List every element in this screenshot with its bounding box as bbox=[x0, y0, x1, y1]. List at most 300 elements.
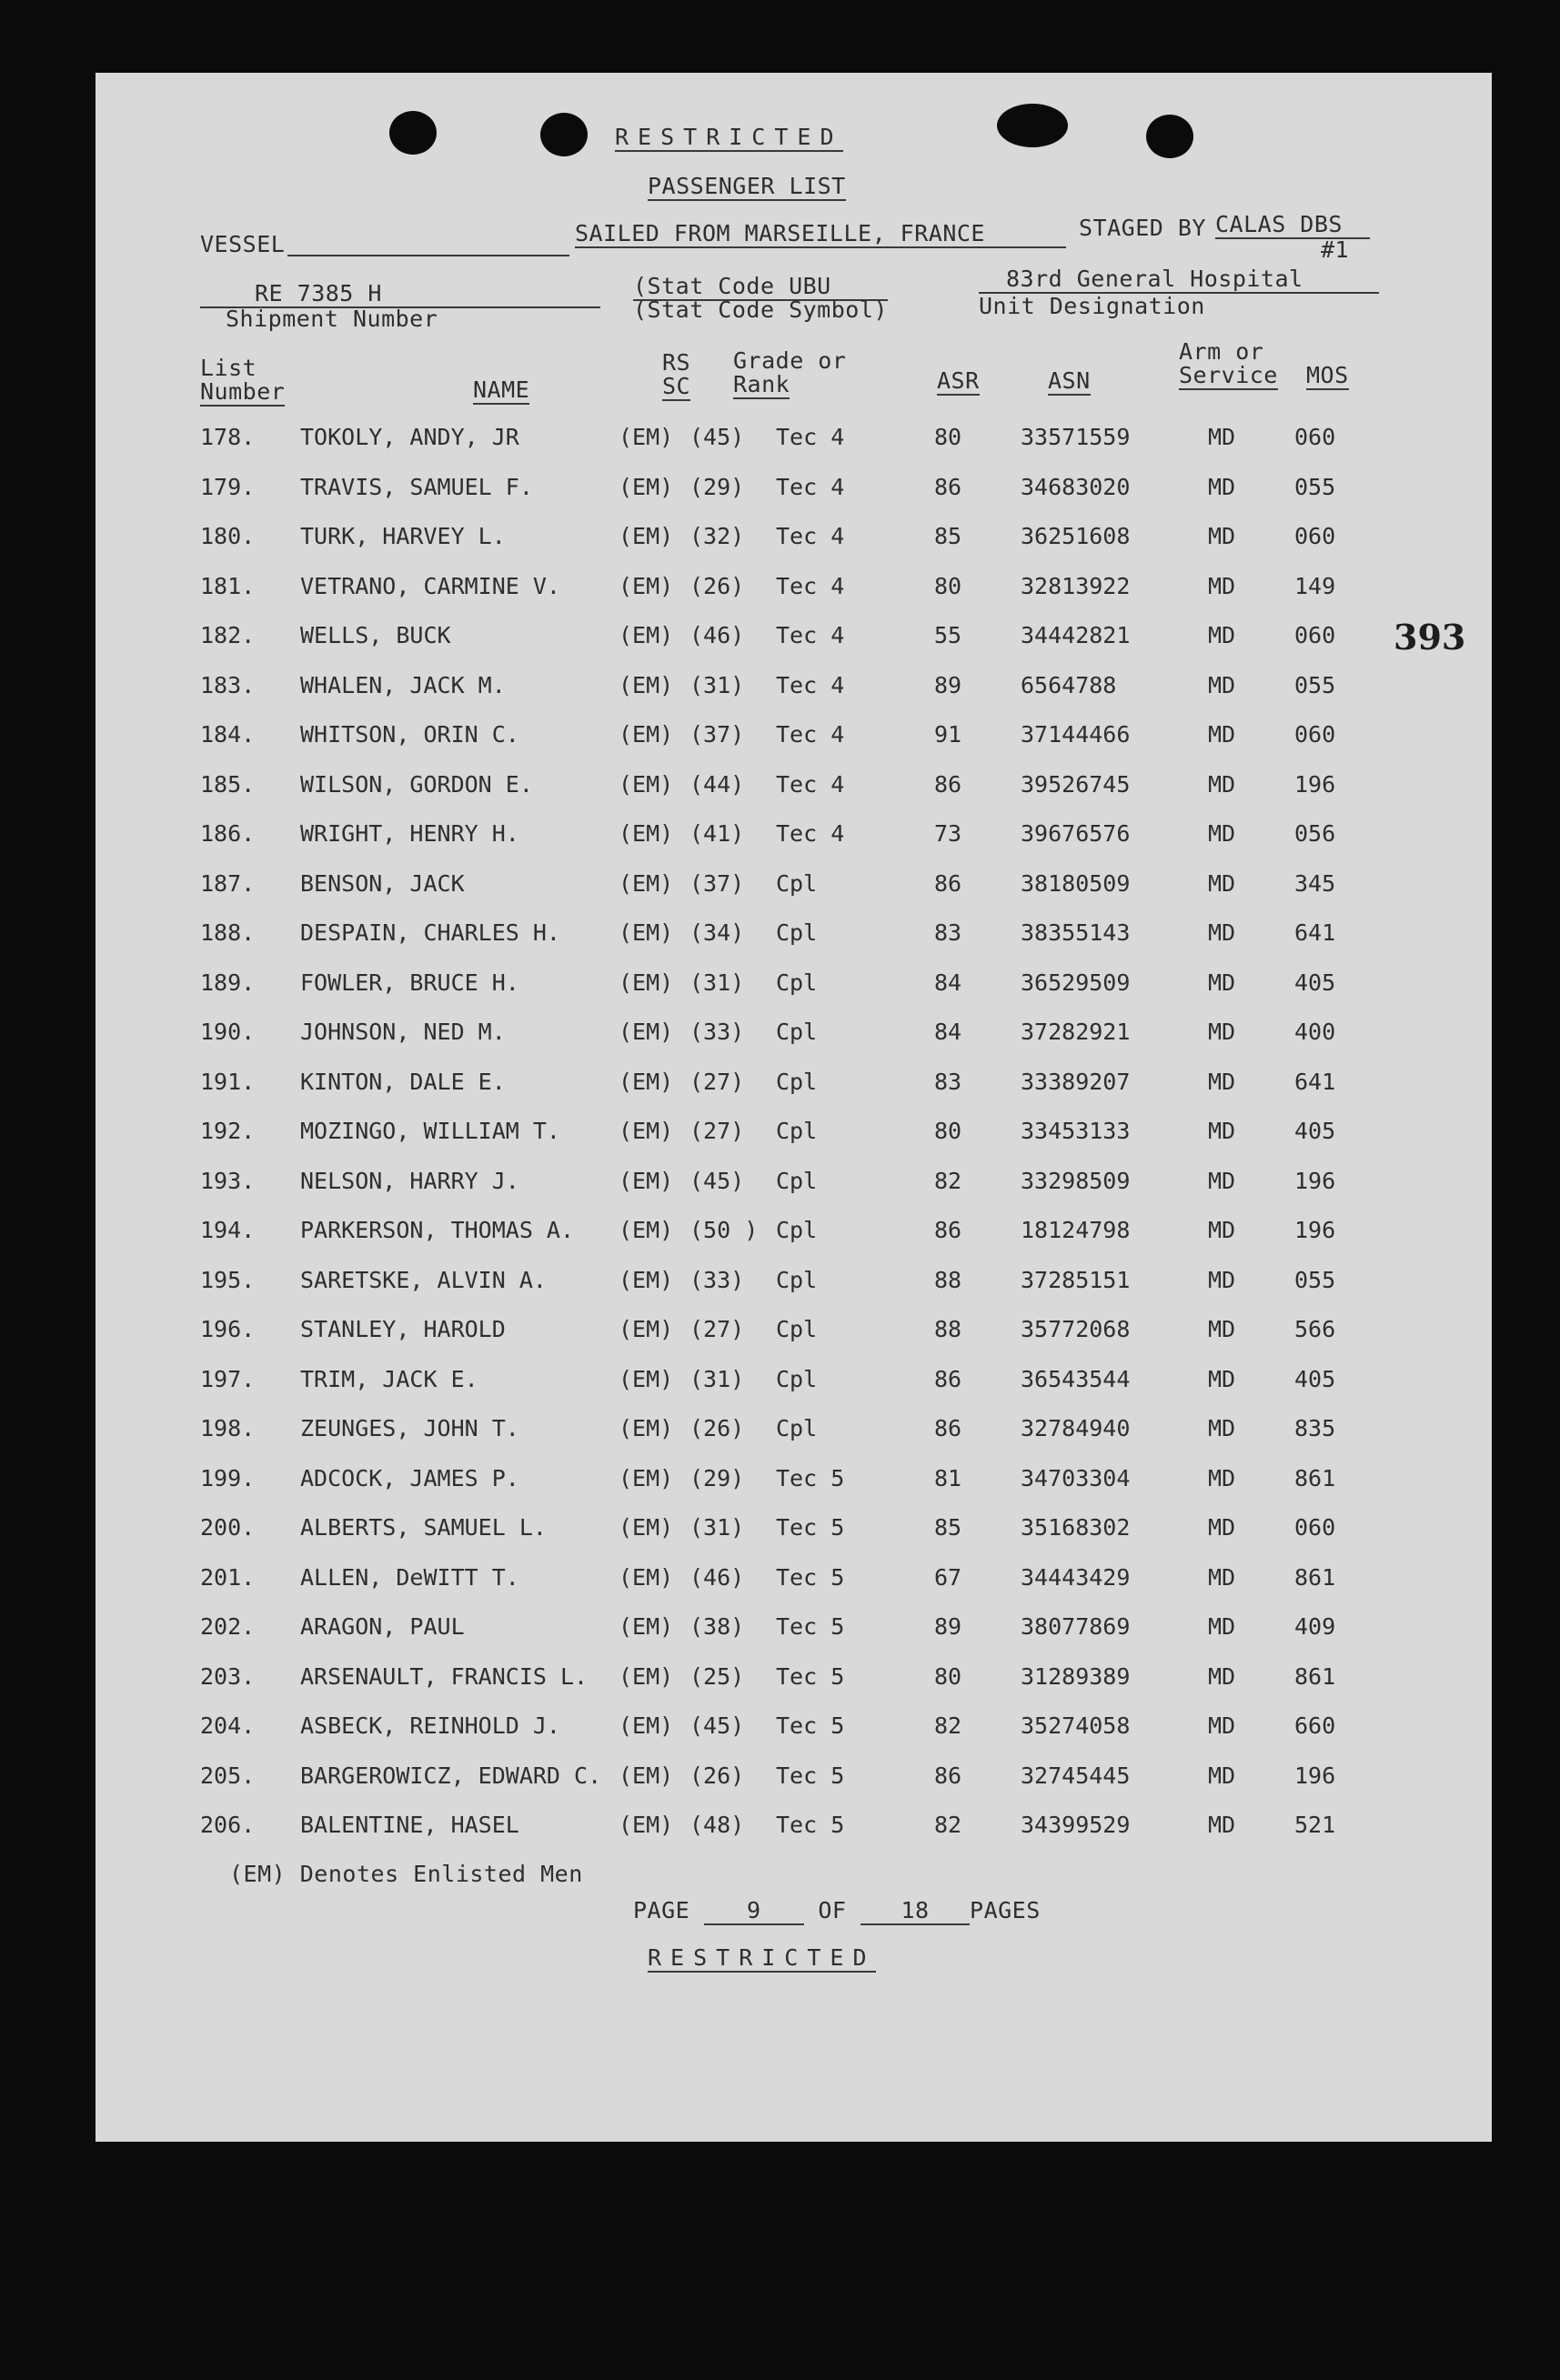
cell-asn: 36251608 bbox=[1021, 523, 1131, 549]
cell-asr: 85 bbox=[934, 523, 962, 549]
cell-rs-code: (EM) bbox=[619, 622, 674, 648]
cell-passenger-name: BARGEROWICZ, EDWARD C. bbox=[300, 1762, 602, 1789]
cell-asr: 80 bbox=[934, 1662, 962, 1690]
restricted-bottom: RESTRICTED bbox=[648, 1944, 876, 1971]
cell-list-number: 178. bbox=[200, 424, 256, 450]
cell-grade-rank: Cpl bbox=[776, 1316, 818, 1342]
page-label: PAGE bbox=[633, 1897, 690, 1923]
cell-mos: 861 bbox=[1294, 1563, 1336, 1591]
cell-mos: 196 bbox=[1294, 770, 1336, 798]
cell-asn: 37285151 bbox=[1021, 1266, 1131, 1293]
cell-arm-service: MD bbox=[1208, 969, 1236, 996]
cell-arm-service: MD bbox=[1208, 523, 1236, 549]
cell-list-number: 193. bbox=[200, 1167, 256, 1194]
cell-asr: 83 bbox=[934, 1068, 962, 1095]
cell-grade-rank: Tec 5 bbox=[776, 1662, 845, 1690]
col-header-service: Service bbox=[1179, 362, 1278, 388]
cell-passenger-name: ZEUNGES, JOHN T. bbox=[300, 1415, 519, 1441]
margin-page-number: 393 bbox=[1394, 617, 1466, 658]
cell-grade-rank: Tec 5 bbox=[776, 1464, 845, 1491]
cell-rs-code: (EM) bbox=[619, 919, 674, 946]
cell-list-number: 199. bbox=[200, 1464, 256, 1491]
list-title: PASSENGER LIST bbox=[648, 173, 846, 199]
col-header-rs: RS bbox=[662, 349, 691, 376]
cell-asn: 18124798 bbox=[1021, 1217, 1131, 1243]
cell-list-number: 206. bbox=[200, 1812, 256, 1838]
cell-asn: 38077869 bbox=[1021, 1613, 1131, 1640]
unit-label: Unit Designation bbox=[979, 293, 1205, 319]
col-header-asr: ASR bbox=[937, 367, 980, 394]
table-row bbox=[0, 1564, 1560, 1613]
cell-mos: 196 bbox=[1294, 1167, 1336, 1194]
cell-passenger-name: MOZINGO, WILLIAM T. bbox=[300, 1118, 560, 1144]
cell-grade-rank: Cpl bbox=[776, 1167, 818, 1194]
cell-mos: 060 bbox=[1294, 721, 1336, 748]
cell-mos: 060 bbox=[1294, 424, 1336, 450]
cell-rs-code: (EM) bbox=[619, 572, 674, 599]
unit-designation: 83rd General Hospital bbox=[979, 266, 1379, 294]
table-row bbox=[0, 1316, 1560, 1365]
cell-passenger-name: KINTON, DALE E. bbox=[300, 1068, 506, 1095]
punch-hole-4 bbox=[1146, 115, 1193, 158]
cell-asr: 82 bbox=[934, 1167, 962, 1194]
cell-asn: 31289389 bbox=[1021, 1662, 1131, 1690]
punch-hole-3 bbox=[997, 104, 1068, 147]
cell-grade-rank: Tec 4 bbox=[776, 523, 845, 549]
cell-asn: 33389207 bbox=[1021, 1068, 1131, 1095]
cell-arm-service: MD bbox=[1208, 1613, 1236, 1640]
cell-asn: 37282921 bbox=[1021, 1019, 1131, 1045]
cell-grade-rank: Tec 4 bbox=[776, 572, 845, 599]
table-row bbox=[0, 721, 1560, 770]
cell-grade-rank: Cpl bbox=[776, 1068, 818, 1095]
shipment-label: Shipment Number bbox=[226, 306, 438, 332]
cell-asn: 34683020 bbox=[1021, 473, 1131, 500]
punch-hole-1 bbox=[389, 111, 437, 155]
cell-age: (34) bbox=[689, 919, 745, 946]
cell-grade-rank: Tec 4 bbox=[776, 770, 845, 798]
cell-passenger-name: PARKERSON, THOMAS A. bbox=[300, 1217, 575, 1243]
table-row bbox=[0, 1415, 1560, 1464]
cell-asn: 33453133 bbox=[1021, 1118, 1131, 1144]
cell-asr: 82 bbox=[934, 1812, 962, 1838]
table-row bbox=[0, 1069, 1560, 1118]
cell-age: (45) bbox=[689, 424, 745, 450]
cell-grade-rank: Cpl bbox=[776, 1266, 818, 1293]
cell-asr: 80 bbox=[934, 424, 962, 450]
cell-rs-code: (EM) bbox=[619, 1762, 674, 1789]
cell-arm-service: MD bbox=[1208, 869, 1236, 897]
cell-grade-rank: Cpl bbox=[776, 1118, 818, 1144]
cell-grade-rank: Tec 5 bbox=[776, 1712, 845, 1739]
cell-arm-service: MD bbox=[1208, 1712, 1236, 1739]
table-row bbox=[0, 523, 1560, 572]
table-row bbox=[0, 1812, 1560, 1861]
cell-age: (46) bbox=[689, 622, 745, 648]
cell-mos: 196 bbox=[1294, 1217, 1336, 1243]
table-row bbox=[0, 1366, 1560, 1415]
cell-asn: 32745445 bbox=[1021, 1762, 1131, 1789]
cell-age: (31) bbox=[689, 969, 745, 996]
sailed-from: SAILED FROM MARSEILLE, FRANCE bbox=[575, 220, 1066, 248]
cell-rs-code: (EM) bbox=[619, 1068, 674, 1095]
cell-grade-rank: Tec 4 bbox=[776, 473, 845, 500]
cell-mos: 405 bbox=[1294, 1118, 1336, 1144]
col-header-rank: Rank bbox=[733, 371, 790, 397]
stat-code-symbol: (Stat Code Symbol) bbox=[633, 296, 888, 323]
cell-rs-code: (EM) bbox=[619, 1118, 674, 1144]
total-pages-value: 18 bbox=[861, 1897, 970, 1925]
table-row bbox=[0, 919, 1560, 969]
cell-arm-service: MD bbox=[1208, 1019, 1236, 1045]
cell-asr: 55 bbox=[934, 622, 962, 648]
cell-asn: 32784940 bbox=[1021, 1415, 1131, 1441]
cell-asr: 81 bbox=[934, 1464, 962, 1491]
cell-asn: 38355143 bbox=[1021, 919, 1131, 946]
cell-asr: 85 bbox=[934, 1514, 962, 1541]
cell-arm-service: MD bbox=[1208, 820, 1236, 847]
cell-mos: 345 bbox=[1294, 869, 1336, 897]
cell-rs-code: (EM) bbox=[619, 869, 674, 897]
col-header-list-number-2: Number bbox=[200, 378, 286, 405]
cell-passenger-name: DESPAIN, CHARLES H. bbox=[300, 919, 560, 946]
cell-mos: 861 bbox=[1294, 1662, 1336, 1690]
cell-list-number: 187. bbox=[200, 869, 256, 897]
col-header-arm: Arm or bbox=[1179, 338, 1264, 365]
cell-rs-code: (EM) bbox=[619, 1812, 674, 1838]
pages-label: PAGES bbox=[970, 1897, 1041, 1923]
cell-asr: 73 bbox=[934, 820, 962, 847]
cell-mos: 405 bbox=[1294, 1365, 1336, 1392]
restricted-top: RESTRICTED bbox=[615, 124, 843, 150]
cell-age: (45) bbox=[689, 1167, 745, 1194]
cell-passenger-name: BENSON, JACK bbox=[300, 869, 465, 897]
vessel-value bbox=[287, 231, 569, 256]
table-row bbox=[0, 1514, 1560, 1563]
cell-passenger-name: ASBECK, REINHOLD J. bbox=[300, 1712, 560, 1739]
table-row bbox=[0, 1118, 1560, 1167]
cell-age: (37) bbox=[689, 721, 745, 748]
cell-arm-service: MD bbox=[1208, 572, 1236, 599]
col-header-name: NAME bbox=[473, 377, 530, 403]
punch-hole-2 bbox=[540, 113, 588, 156]
cell-age: (27) bbox=[689, 1068, 745, 1095]
table-row bbox=[0, 672, 1560, 721]
cell-passenger-name: WHITSON, ORIN C. bbox=[300, 721, 519, 748]
table-row bbox=[0, 573, 1560, 622]
table-row bbox=[0, 424, 1560, 473]
table-row bbox=[0, 1267, 1560, 1316]
cell-grade-rank: Tec 5 bbox=[776, 1613, 845, 1640]
cell-mos: 196 bbox=[1294, 1762, 1336, 1789]
cell-list-number: 202. bbox=[200, 1613, 256, 1640]
cell-passenger-name: FOWLER, BRUCE H. bbox=[300, 969, 519, 996]
cell-asn: 34442821 bbox=[1021, 622, 1131, 648]
cell-asn: 35168302 bbox=[1021, 1514, 1131, 1541]
cell-arm-service: MD bbox=[1208, 1563, 1236, 1591]
cell-list-number: 180. bbox=[200, 523, 256, 549]
cell-age: (26) bbox=[689, 1762, 745, 1789]
cell-mos: 835 bbox=[1294, 1415, 1336, 1441]
cell-rs-code: (EM) bbox=[619, 770, 674, 798]
cell-asr: 89 bbox=[934, 1613, 962, 1640]
cell-passenger-name: ARSENAULT, FRANCIS L. bbox=[300, 1662, 589, 1690]
cell-mos: 400 bbox=[1294, 1019, 1336, 1045]
cell-list-number: 192. bbox=[200, 1118, 256, 1144]
table-row bbox=[0, 771, 1560, 820]
cell-list-number: 188. bbox=[200, 919, 256, 946]
cell-age: (50 ) bbox=[689, 1217, 759, 1243]
cell-passenger-name: TRIM, JACK E. bbox=[300, 1365, 478, 1392]
cell-list-number: 195. bbox=[200, 1266, 256, 1293]
cell-list-number: 186. bbox=[200, 820, 256, 847]
table-row bbox=[0, 870, 1560, 919]
cell-asn: 39676576 bbox=[1021, 820, 1131, 847]
cell-asn: 33571559 bbox=[1021, 424, 1131, 450]
cell-rs-code: (EM) bbox=[619, 424, 674, 450]
cell-age: (33) bbox=[689, 1019, 745, 1045]
cell-mos: 060 bbox=[1294, 1514, 1336, 1541]
cell-grade-rank: Tec 4 bbox=[776, 622, 845, 648]
cell-rs-code: (EM) bbox=[619, 473, 674, 500]
table-row bbox=[0, 969, 1560, 1019]
cell-arm-service: MD bbox=[1208, 424, 1236, 450]
cell-mos: 056 bbox=[1294, 820, 1336, 847]
cell-passenger-name: VETRANO, CARMINE V. bbox=[300, 572, 560, 599]
cell-passenger-name: JOHNSON, NED M. bbox=[300, 1019, 506, 1045]
cell-list-number: 197. bbox=[200, 1365, 256, 1392]
cell-age: (37) bbox=[689, 869, 745, 897]
cell-list-number: 189. bbox=[200, 969, 256, 996]
cell-asr: 80 bbox=[934, 1118, 962, 1144]
cell-arm-service: MD bbox=[1208, 770, 1236, 798]
cell-age: (45) bbox=[689, 1712, 745, 1739]
cell-arm-service: MD bbox=[1208, 1316, 1236, 1342]
cell-mos: 521 bbox=[1294, 1812, 1336, 1838]
cell-arm-service: MD bbox=[1208, 473, 1236, 500]
table-row bbox=[0, 1019, 1560, 1068]
cell-grade-rank: Cpl bbox=[776, 1019, 818, 1045]
table-row bbox=[0, 1663, 1560, 1712]
cell-mos: 055 bbox=[1294, 671, 1336, 698]
staged-by-label: STAGED BY bbox=[1079, 215, 1206, 241]
table-row bbox=[0, 474, 1560, 523]
cell-age: (27) bbox=[689, 1316, 745, 1342]
cell-passenger-name: ALLEN, DeWITT T. bbox=[300, 1563, 519, 1591]
table-row bbox=[0, 1762, 1560, 1812]
cell-rs-code: (EM) bbox=[619, 721, 674, 748]
cell-rs-code: (EM) bbox=[619, 820, 674, 847]
table-row bbox=[0, 820, 1560, 869]
cell-asn: 32813922 bbox=[1021, 572, 1131, 599]
cell-arm-service: MD bbox=[1208, 1167, 1236, 1194]
cell-grade-rank: Cpl bbox=[776, 1217, 818, 1243]
cell-asr: 67 bbox=[934, 1563, 962, 1591]
shipment-number: RE 7385 H bbox=[200, 280, 600, 308]
cell-passenger-name: ALBERTS, SAMUEL L. bbox=[300, 1514, 547, 1541]
cell-passenger-name: WRIGHT, HENRY H. bbox=[300, 820, 519, 847]
cell-mos: 060 bbox=[1294, 523, 1336, 549]
cell-list-number: 203. bbox=[200, 1662, 256, 1690]
cell-arm-service: MD bbox=[1208, 1068, 1236, 1095]
cell-rs-code: (EM) bbox=[619, 1415, 674, 1441]
cell-asr: 80 bbox=[934, 572, 962, 599]
cell-passenger-name: WELLS, BUCK bbox=[300, 622, 451, 648]
col-header-grade: Grade or bbox=[733, 347, 847, 374]
cell-grade-rank: Tec 5 bbox=[776, 1563, 845, 1591]
table-row bbox=[0, 1168, 1560, 1217]
cell-grade-rank: Tec 5 bbox=[776, 1762, 845, 1789]
cell-mos: 641 bbox=[1294, 919, 1336, 946]
cell-rs-code: (EM) bbox=[619, 1316, 674, 1342]
cell-age: (26) bbox=[689, 1415, 745, 1441]
cell-age: (31) bbox=[689, 1365, 745, 1392]
cell-arm-service: MD bbox=[1208, 919, 1236, 946]
cell-asr: 84 bbox=[934, 1019, 962, 1045]
cell-rs-code: (EM) bbox=[619, 1365, 674, 1392]
cell-list-number: 194. bbox=[200, 1217, 256, 1243]
cell-passenger-name: WHALEN, JACK M. bbox=[300, 671, 506, 698]
cell-asr: 82 bbox=[934, 1712, 962, 1739]
table-row bbox=[0, 1613, 1560, 1662]
cell-age: (31) bbox=[689, 1514, 745, 1541]
cell-asn: 39526745 bbox=[1021, 770, 1131, 798]
cell-arm-service: MD bbox=[1208, 1662, 1236, 1690]
cell-list-number: 196. bbox=[200, 1316, 256, 1342]
cell-asr: 88 bbox=[934, 1266, 962, 1293]
cell-arm-service: MD bbox=[1208, 1415, 1236, 1441]
cell-passenger-name: NELSON, HARRY J. bbox=[300, 1167, 519, 1194]
cell-mos: 566 bbox=[1294, 1316, 1336, 1342]
cell-list-number: 181. bbox=[200, 572, 256, 599]
cell-asr: 86 bbox=[934, 473, 962, 500]
cell-grade-rank: Tec 4 bbox=[776, 721, 845, 748]
cell-arm-service: MD bbox=[1208, 1514, 1236, 1541]
cell-asr: 89 bbox=[934, 671, 962, 698]
col-header-list-number-1: List bbox=[200, 355, 257, 381]
col-header-asn: ASN bbox=[1048, 367, 1091, 394]
cell-age: (44) bbox=[689, 770, 745, 798]
cell-asn: 34703304 bbox=[1021, 1464, 1131, 1491]
cell-arm-service: MD bbox=[1208, 721, 1236, 748]
staged-by-sub: #1 bbox=[1321, 236, 1350, 263]
cell-age: (26) bbox=[689, 572, 745, 599]
cell-passenger-name: TURK, HARVEY L. bbox=[300, 523, 506, 549]
cell-asr: 91 bbox=[934, 721, 962, 748]
cell-list-number: 205. bbox=[200, 1762, 256, 1789]
table-row bbox=[0, 622, 1560, 671]
cell-rs-code: (EM) bbox=[619, 969, 674, 996]
cell-mos: 055 bbox=[1294, 1266, 1336, 1293]
page-value: 9 bbox=[704, 1897, 804, 1925]
col-header-mos: MOS bbox=[1306, 362, 1349, 388]
page-indicator bbox=[633, 1897, 1041, 1925]
cell-passenger-name: TRAVIS, SAMUEL F. bbox=[300, 473, 533, 500]
cell-list-number: 204. bbox=[200, 1712, 256, 1739]
cell-mos: 409 bbox=[1294, 1613, 1336, 1640]
cell-rs-code: (EM) bbox=[619, 1217, 674, 1243]
stat-code: (Stat Code UBU bbox=[633, 273, 888, 301]
cell-list-number: 185. bbox=[200, 770, 256, 798]
cell-arm-service: MD bbox=[1208, 1464, 1236, 1491]
cell-rs-code: (EM) bbox=[619, 1167, 674, 1194]
cell-asr: 83 bbox=[934, 919, 962, 946]
cell-asr: 86 bbox=[934, 1762, 962, 1789]
cell-grade-rank: Cpl bbox=[776, 1415, 818, 1441]
cell-rs-code: (EM) bbox=[619, 1613, 674, 1640]
cell-arm-service: MD bbox=[1208, 1762, 1236, 1789]
cell-arm-service: MD bbox=[1208, 1365, 1236, 1392]
cell-list-number: 201. bbox=[200, 1563, 256, 1591]
cell-rs-code: (EM) bbox=[619, 1266, 674, 1293]
staged-by-value: CALAS DBS bbox=[1215, 211, 1370, 239]
cell-age: (33) bbox=[689, 1266, 745, 1293]
cell-asr: 86 bbox=[934, 869, 962, 897]
cell-list-number: 182. bbox=[200, 622, 256, 648]
cell-passenger-name: SARETSKE, ALVIN A. bbox=[300, 1266, 547, 1293]
cell-mos: 405 bbox=[1294, 969, 1336, 996]
cell-rs-code: (EM) bbox=[619, 1019, 674, 1045]
table-row bbox=[0, 1465, 1560, 1514]
cell-passenger-name: TOKOLY, ANDY, JR bbox=[300, 424, 519, 450]
cell-asn: 35274058 bbox=[1021, 1712, 1131, 1739]
cell-grade-rank: Cpl bbox=[776, 919, 818, 946]
cell-rs-code: (EM) bbox=[619, 1563, 674, 1591]
cell-grade-rank: Tec 5 bbox=[776, 1514, 845, 1541]
cell-asr: 86 bbox=[934, 1415, 962, 1441]
cell-asn: 6564788 bbox=[1021, 671, 1117, 698]
cell-list-number: 200. bbox=[200, 1514, 256, 1541]
cell-age: (32) bbox=[689, 523, 745, 549]
cell-rs-code: (EM) bbox=[619, 1514, 674, 1541]
cell-grade-rank: Cpl bbox=[776, 1365, 818, 1392]
cell-asn: 33298509 bbox=[1021, 1167, 1131, 1194]
cell-asn: 37144466 bbox=[1021, 721, 1131, 748]
cell-mos: 060 bbox=[1294, 622, 1336, 648]
cell-asn: 35772068 bbox=[1021, 1316, 1131, 1342]
cell-mos: 055 bbox=[1294, 473, 1336, 500]
cell-list-number: 191. bbox=[200, 1068, 256, 1095]
cell-age: (46) bbox=[689, 1563, 745, 1591]
cell-arm-service: MD bbox=[1208, 1217, 1236, 1243]
cell-rs-code: (EM) bbox=[619, 671, 674, 698]
cell-list-number: 198. bbox=[200, 1415, 256, 1441]
cell-grade-rank: Cpl bbox=[776, 869, 818, 897]
cell-list-number: 179. bbox=[200, 473, 256, 500]
cell-list-number: 183. bbox=[200, 671, 256, 698]
cell-age: (25) bbox=[689, 1662, 745, 1690]
cell-arm-service: MD bbox=[1208, 622, 1236, 648]
cell-arm-service: MD bbox=[1208, 1812, 1236, 1838]
cell-age: (31) bbox=[689, 671, 745, 698]
cell-asr: 86 bbox=[934, 1217, 962, 1243]
cell-age: (48) bbox=[689, 1812, 745, 1838]
cell-rs-code: (EM) bbox=[619, 1662, 674, 1690]
cell-asr: 84 bbox=[934, 969, 962, 996]
cell-grade-rank: Cpl bbox=[776, 969, 818, 996]
cell-passenger-name: STANLEY, HAROLD bbox=[300, 1316, 506, 1342]
cell-mos: 641 bbox=[1294, 1068, 1336, 1095]
cell-age: (29) bbox=[689, 473, 745, 500]
cell-arm-service: MD bbox=[1208, 671, 1236, 698]
cell-asr: 88 bbox=[934, 1316, 962, 1342]
em-note: (EM) Denotes Enlisted Men bbox=[229, 1861, 583, 1887]
cell-mos: 660 bbox=[1294, 1712, 1336, 1739]
cell-passenger-name: BALENTINE, HASEL bbox=[300, 1812, 519, 1838]
cell-grade-rank: Tec 4 bbox=[776, 424, 845, 450]
cell-asn: 36543544 bbox=[1021, 1365, 1131, 1392]
cell-passenger-name: ADCOCK, JAMES P. bbox=[300, 1464, 519, 1491]
